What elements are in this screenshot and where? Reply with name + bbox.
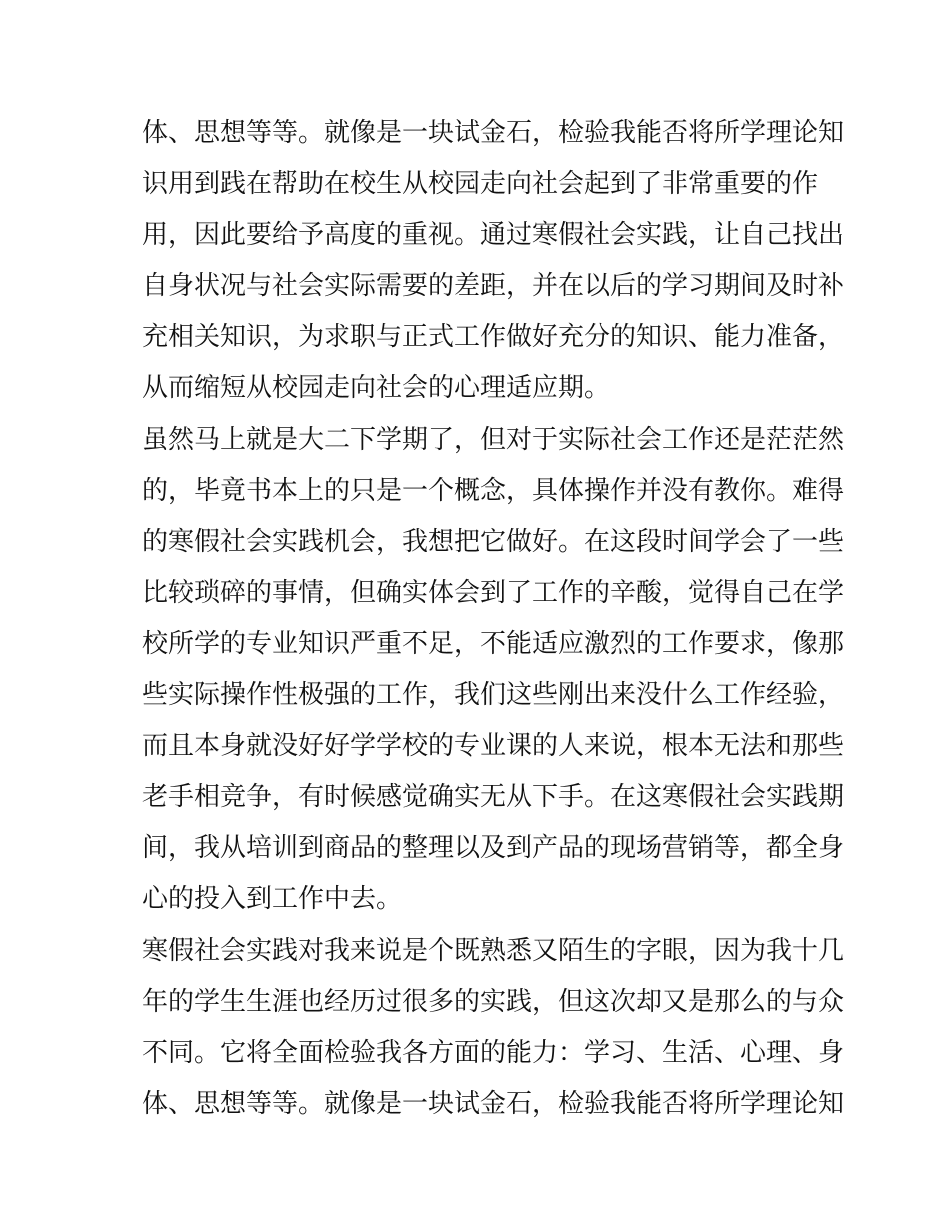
- text-line: 不同。它将全面检验我各方面的能力：学习、生活、心理、身: [142, 1037, 845, 1068]
- text-line: 校所学的专业知识严重不足，不能适应激烈的工作要求，像那: [142, 628, 845, 659]
- text-line: 间，我从培训到商品的整理以及到产品的现场营销等，都全身: [142, 833, 845, 864]
- text-line: 充相关知识，为求职与正式工作做好充分的知识、能力准备，: [142, 322, 845, 353]
- text-line: 而且本身就没好好学学校的专业课的人来说，根本无法和那些: [142, 731, 845, 762]
- text-line: 的，毕竟书本上的只是一个概念，具体操作并没有教你。难得: [142, 475, 845, 506]
- text-line: 从而缩短从校园走向社会的心理适应期。: [142, 373, 611, 404]
- text-line: 老手相竞争，有时候感觉确实无从下手。在这寒假社会实践期: [142, 782, 845, 813]
- text-line: 体、思想等等。就像是一块试金石，检验我能否将所学理论知: [142, 1088, 845, 1119]
- text-line: 体、思想等等。就像是一块试金石，检验我能否将所学理论知: [142, 118, 845, 148]
- text-line: 识用到践在帮助在校生从校园走向社会起到了非常重要的作: [142, 169, 819, 200]
- text-line: 用，因此要给予高度的重视。通过寒假社会实践，让自己找出: [142, 220, 845, 251]
- text-line: 自身状况与社会实际需要的差距，并在以后的学习期间及时补: [142, 271, 845, 302]
- text-line: 虽然马上就是大二下学期了，但对于实际社会工作还是茫茫然: [142, 424, 845, 455]
- text-line: 寒假社会实践对我来说是个既熟悉又陌生的字眼，因为我十几: [142, 935, 845, 966]
- body-text: [142, 108, 845, 1130]
- text-line: 心的投入到工作中去。: [142, 884, 403, 915]
- text-line: 年的学生生涯也经历过很多的实践，但这次却又是那么的与众: [142, 986, 845, 1017]
- text-line: 的寒假社会实践机会，我想把它做好。在这段时间学会了一些: [142, 526, 845, 557]
- text-line: 比较琐碎的事情，但确实体会到了工作的辛酸，觉得自己在学: [142, 577, 845, 608]
- text-line: 些实际操作性极强的工作，我们这些刚出来没什么工作经验，: [142, 680, 845, 711]
